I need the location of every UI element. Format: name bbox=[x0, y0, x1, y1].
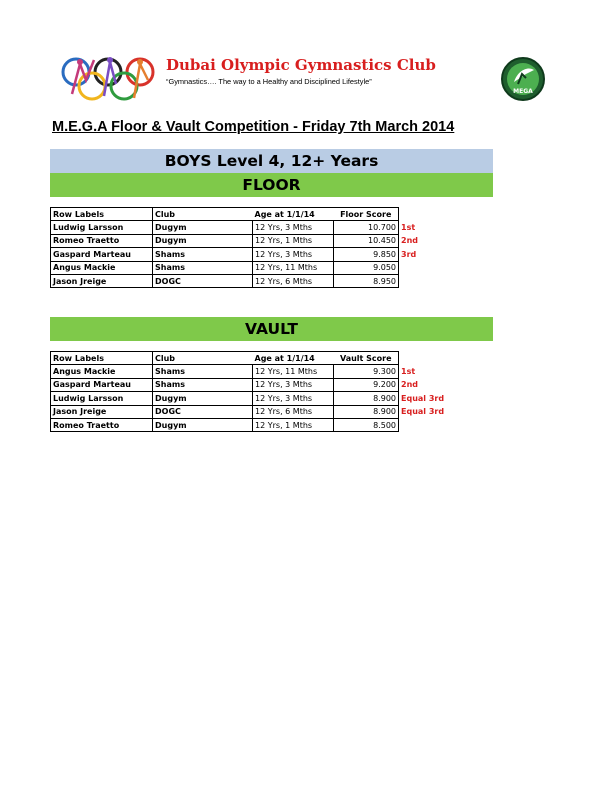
category-band: BOYS Level 4, 12+ Years bbox=[50, 149, 493, 173]
gymnast-club: Dugym bbox=[153, 392, 253, 405]
gymnast-name: Ludwig Larsson bbox=[51, 392, 153, 405]
gymnast-name: Jason Jreige bbox=[51, 405, 153, 418]
floor-score: 10.700 bbox=[334, 221, 399, 234]
table-row bbox=[51, 405, 464, 418]
placing: 2nd bbox=[401, 380, 418, 390]
placing: Equal 3rd bbox=[401, 393, 445, 403]
column-header[interactable]: Row Labels bbox=[51, 208, 153, 221]
mega-logo bbox=[500, 56, 546, 102]
floor-score: 8.950 bbox=[334, 274, 399, 287]
table-row bbox=[51, 274, 464, 287]
gymnast-club: DOGC bbox=[153, 405, 253, 418]
column-header[interactable]: Club bbox=[153, 208, 253, 221]
vault-score: 8.500 bbox=[334, 418, 399, 431]
vault-score: 9.300 bbox=[334, 365, 399, 378]
vault-score: 8.900 bbox=[334, 392, 399, 405]
floor-results-table bbox=[50, 207, 464, 288]
gymnast-club: Dugym bbox=[153, 221, 253, 234]
column-header-blank bbox=[399, 208, 464, 221]
page-header bbox=[0, 0, 612, 110]
column-header[interactable]: Floor Score bbox=[334, 208, 399, 221]
gymnast-name: Romeo Traetto bbox=[51, 418, 153, 431]
vault-results-table bbox=[50, 351, 464, 432]
gymnast-age: 12 Yrs, 3 Mths bbox=[253, 248, 334, 261]
column-header[interactable]: Row Labels bbox=[51, 352, 153, 365]
gymnast-club: Shams bbox=[153, 378, 253, 391]
table-row bbox=[51, 365, 464, 378]
vault-score: 8.900 bbox=[334, 405, 399, 418]
table-row bbox=[51, 248, 464, 261]
gymnast-age: 12 Yrs, 3 Mths bbox=[253, 392, 334, 405]
table-row bbox=[51, 261, 464, 274]
placing: Equal 3rd bbox=[401, 407, 445, 417]
gymnast-club: Dugym bbox=[153, 234, 253, 247]
gymnast-name: Jason Jreige bbox=[51, 274, 153, 287]
table-header-row bbox=[51, 352, 464, 365]
gymnast-age: 12 Yrs, 6 Mths bbox=[253, 274, 334, 287]
gymnast-club: Shams bbox=[153, 365, 253, 378]
vault-score: 9.200 bbox=[334, 378, 399, 391]
gymnast-name: Angus Mackie bbox=[51, 261, 153, 274]
mega-logo-text: MEGA bbox=[513, 88, 533, 95]
gymnast-name: Gaspard Marteau bbox=[51, 378, 153, 391]
gymnast-name: Romeo Traetto bbox=[51, 234, 153, 247]
gymnast-club: Shams bbox=[153, 248, 253, 261]
placing: 1st bbox=[401, 223, 416, 233]
placing: 3rd bbox=[401, 249, 417, 259]
placing bbox=[399, 274, 464, 287]
table-row bbox=[51, 392, 464, 405]
gymnast-age: 12 Yrs, 1 Mths bbox=[253, 234, 334, 247]
column-header[interactable]: Vault Score bbox=[334, 352, 399, 365]
competition-title: M.E.G.A Floor & Vault Competition - Friday 7th March 2014 bbox=[52, 119, 455, 135]
gymnast-age: 12 Yrs, 1 Mths bbox=[253, 418, 334, 431]
table-row bbox=[51, 418, 464, 431]
floor-score: 10.450 bbox=[334, 234, 399, 247]
table-row bbox=[51, 234, 464, 247]
gymnast-club: DOGC bbox=[153, 274, 253, 287]
column-header-blank bbox=[399, 352, 464, 365]
gymnast-club: Dugym bbox=[153, 418, 253, 431]
floor-heading: FLOOR bbox=[50, 173, 493, 197]
placing: 2nd bbox=[401, 236, 418, 246]
club-name: Dubai Olympic Gymnastics Club bbox=[166, 56, 436, 74]
placing bbox=[399, 261, 464, 274]
gymnastics-rings-logo bbox=[58, 54, 158, 104]
gymnast-age: 12 Yrs, 11 Mths bbox=[253, 261, 334, 274]
gymnast-age: 12 Yrs, 3 Mths bbox=[253, 221, 334, 234]
placing: 1st bbox=[401, 367, 416, 377]
gymnast-name: Gaspard Marteau bbox=[51, 248, 153, 261]
gymnast-name: Angus Mackie bbox=[51, 365, 153, 378]
gymnast-club: Shams bbox=[153, 261, 253, 274]
gymnast-name: Ludwig Larsson bbox=[51, 221, 153, 234]
table-header-row bbox=[51, 208, 464, 221]
column-header[interactable]: Club bbox=[153, 352, 253, 365]
floor-score: 9.050 bbox=[334, 261, 399, 274]
gymnast-age: 12 Yrs, 11 Mths bbox=[253, 365, 334, 378]
placing bbox=[399, 418, 464, 431]
vault-heading: VAULT bbox=[50, 317, 493, 341]
table-row bbox=[51, 221, 464, 234]
gymnast-age: 12 Yrs, 3 Mths bbox=[253, 378, 334, 391]
column-header[interactable]: Age at 1/1/14 bbox=[253, 208, 334, 221]
floor-score: 9.850 bbox=[334, 248, 399, 261]
gymnast-age: 12 Yrs, 6 Mths bbox=[253, 405, 334, 418]
club-tagline: “Gymnastics…. The way to a Healthy and Disciplined Lifestyle” bbox=[166, 77, 372, 86]
column-header[interactable]: Age at 1/1/14 bbox=[253, 352, 334, 365]
table-row bbox=[51, 378, 464, 391]
